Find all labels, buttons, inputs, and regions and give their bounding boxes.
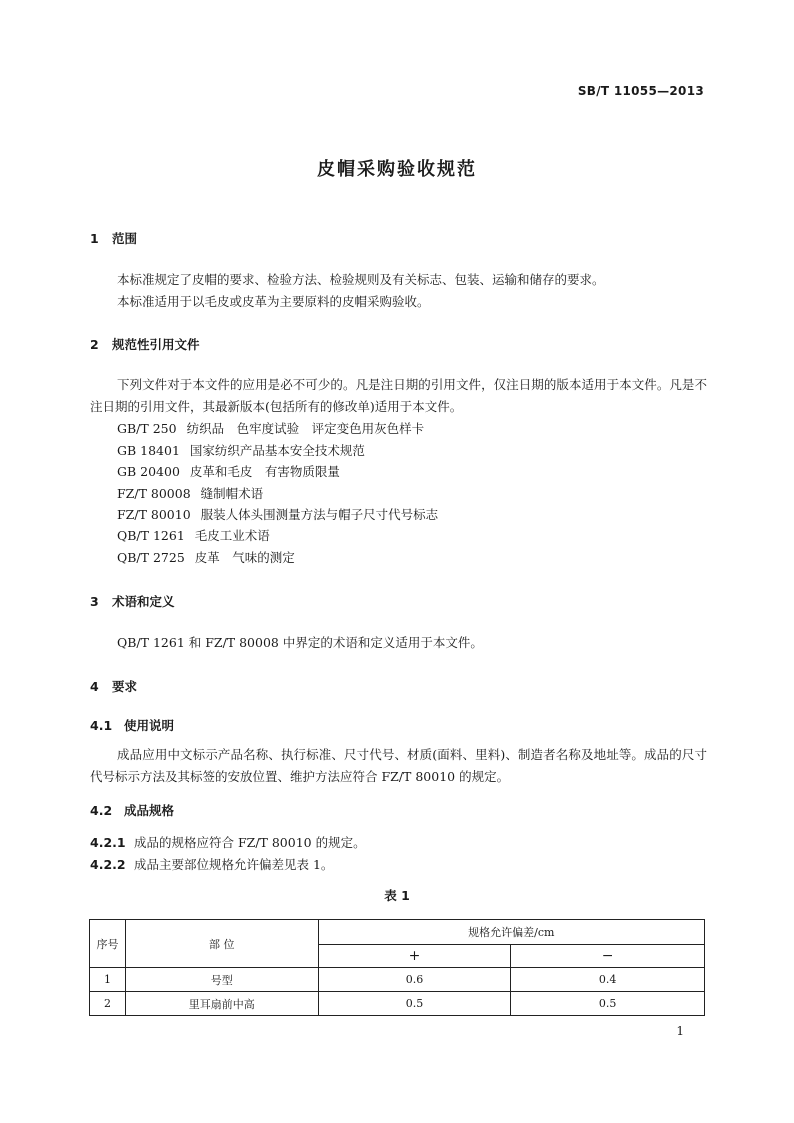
table-row (90, 968, 705, 992)
cell-plus: 0.5 (318, 992, 511, 1016)
section-2-intro: 下列文件对于本文件的应用是必不可少的。凡是注日期的引用文件，仅注日期的版本适用于本文件。凡是不注日期的引用文件，其最新版本(包括所有的修改单)适用于本文件。 (90, 377, 707, 414)
clause-text: 成品的规格应符合 FZ/T 80010 的规定。 (134, 835, 366, 850)
reference-title: 缝制帽术语 (200, 486, 264, 501)
section-number: 3 (90, 594, 99, 609)
section-number: 4 (90, 679, 99, 694)
reference-item (117, 484, 263, 502)
section-1-paragraph-1: 本标准规定了皮帽的要求、检验方法、检验规则及有关标志、包装、运输和储存的要求。 (117, 272, 605, 287)
table-caption: 表 1 (384, 888, 410, 903)
section-title: 要求 (112, 679, 138, 694)
table-row (90, 992, 705, 1016)
reference-title: 纺织品 色牢度试验 评定变色用灰色样卡 (186, 421, 425, 436)
clause-number: 4.2.1 (90, 835, 126, 850)
reference-item (117, 548, 295, 566)
reference-code: GB 18401 (117, 443, 180, 458)
reference-item (117, 526, 270, 544)
section-number: 1 (90, 231, 99, 246)
column-header-part: 部 位 (125, 920, 318, 968)
section-4-heading (90, 677, 137, 695)
cell-minus: 0.5 (511, 992, 705, 1016)
reference-item (117, 462, 340, 480)
column-header-plus: + (318, 945, 511, 968)
reference-code: QB/T 2725 (117, 550, 185, 565)
clause-number: 4.2.2 (90, 857, 126, 872)
column-header-minus: − (511, 945, 705, 968)
section-title: 范围 (112, 231, 138, 246)
reference-code: GB 20400 (117, 464, 180, 479)
reference-code: FZ/T 80010 (117, 507, 191, 522)
cell-part: 号型 (125, 968, 318, 992)
reference-title: 皮革 气味的测定 (194, 550, 295, 565)
cell-part: 里耳扇前中高 (125, 992, 318, 1016)
section-number: 2 (90, 337, 99, 352)
subsection-4-2-heading (90, 801, 174, 819)
subsection-4-1-heading (90, 716, 174, 734)
subsection-title: 使用说明 (124, 718, 175, 733)
subsection-number: 4.1 (90, 718, 113, 733)
subsection-title: 成品规格 (124, 803, 175, 818)
reference-code: GB/T 250 (117, 421, 177, 436)
column-header-index: 序号 (90, 920, 126, 968)
tolerance-table (89, 919, 705, 1016)
reference-title: 皮革和毛皮 有害物质限量 (189, 464, 340, 479)
section-title: 规范性引用文件 (112, 337, 200, 352)
section-3-heading (90, 592, 175, 610)
clause-text: 成品主要部位规格允许偏差见表 1。 (134, 857, 334, 872)
cell-index: 1 (90, 968, 126, 992)
reference-item (117, 441, 365, 459)
cell-index: 2 (90, 992, 126, 1016)
section-1-paragraph-2: 本标准适用于以毛皮或皮革为主要原料的皮帽采购验收。 (117, 294, 430, 309)
section-title: 术语和定义 (112, 594, 175, 609)
subsection-4-1-paragraph: 成品应用中文标示产品名称、执行标准、尺寸代号、材质(面料、里料)、制造者名称及地址等。成品的尺寸代号标示方法及其标签的安放位置、维护方法应符合 FZ/T 80010 的规定。 (90, 747, 707, 784)
standard-code: SB/T 11055—2013 (577, 84, 704, 98)
reference-title: 服装人体头围测量方法与帽子尺寸代号标志 (200, 507, 439, 522)
reference-item (117, 505, 438, 523)
clause-4-2-1 (90, 833, 366, 851)
cell-minus: 0.4 (511, 968, 705, 992)
page-number: 1 (676, 1024, 684, 1038)
clause-4-2-2 (90, 855, 333, 873)
subsection-number: 4.2 (90, 803, 113, 818)
cell-plus: 0.6 (318, 968, 511, 992)
section-1-heading (90, 229, 137, 247)
reference-title: 毛皮工业术语 (194, 528, 270, 543)
section-3-paragraph: QB/T 1261 和 FZ/T 80008 中界定的术语和定义适用于本文件。 (117, 635, 483, 650)
reference-code: FZ/T 80008 (117, 486, 191, 501)
reference-item (117, 419, 424, 437)
reference-code: QB/T 1261 (117, 528, 185, 543)
column-header-tolerance: 规格允许偏差/cm (318, 920, 704, 945)
document-title: 皮帽采购验收规范 (317, 159, 477, 180)
reference-title: 国家纺织产品基本安全技术规范 (189, 443, 365, 458)
section-2-heading (90, 335, 200, 353)
